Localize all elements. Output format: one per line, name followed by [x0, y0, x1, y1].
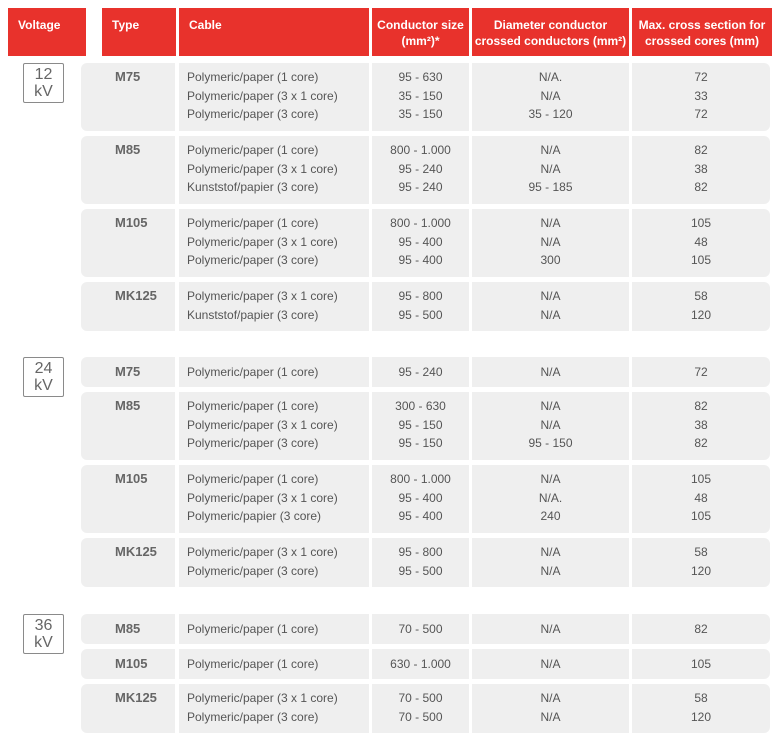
max-cross-cell-line: 105 [690, 657, 712, 671]
cable-cell-line: Polymeric/paper (3 x 1 core) [187, 691, 338, 705]
cable-cell [179, 649, 369, 679]
conductor-size-cell-line: 35 - 150 [398, 107, 443, 121]
max-cross-cell-line: 105 [690, 216, 712, 230]
type-cell: MK125 [81, 282, 175, 331]
conductor-size-cell-line: 95 - 150 [398, 436, 443, 450]
conductor-size-cell-line: 70 - 500 [398, 622, 443, 636]
conductor-size-cell-line: 70 - 500 [398, 691, 443, 705]
diameter-cell-line: N/A [540, 161, 561, 176]
max-cross-cell [632, 63, 770, 131]
table-row [0, 649, 783, 679]
diameter-cell-line: N/A [540, 472, 561, 486]
diameter-cell-line: 95 - 150 [528, 436, 573, 450]
conductor-size-cell [372, 614, 469, 644]
conductor-size-cell-line: 95 - 240 [398, 161, 443, 176]
header-diameter [472, 8, 629, 56]
conductor-size-cell [372, 63, 469, 131]
max-cross-cell-line: 82 [694, 143, 708, 157]
header-diameter-line-1: Diameter conductor [493, 18, 608, 32]
max-cross-cell [632, 614, 770, 644]
max-cross-cell-line: 58 [694, 545, 708, 559]
conductor-size-cell-line: 35 - 150 [398, 88, 443, 103]
diameter-cell-line: N/A [540, 545, 561, 559]
max-cross-cell-line: 82 [694, 622, 708, 636]
diameter-cell [472, 614, 629, 644]
header-conductor-size [372, 8, 469, 56]
diameter-cell-line: N/A [540, 622, 561, 636]
max-cross-cell-line: 82 [694, 399, 708, 413]
header-max-cross-line-2: crossed cores (mm) [644, 34, 760, 48]
max-cross-cell [632, 392, 770, 460]
cable-cell-line: Polymeric/paper (3 core) [187, 107, 319, 121]
table-row [0, 63, 783, 131]
header-cable: Cable [179, 8, 369, 56]
diameter-cell [472, 538, 629, 587]
max-cross-cell-line: 58 [694, 289, 708, 303]
max-cross-cell-line: 48 [694, 234, 708, 249]
max-cross-cell-line: 120 [690, 307, 712, 322]
max-cross-cell [632, 538, 770, 587]
cable-cell-line: Polymeric/papier (3 core) [187, 509, 322, 523]
conductor-size-cell-line: 95 - 630 [398, 70, 443, 84]
diameter-cell-line: N/A [540, 365, 561, 379]
table-row [0, 357, 783, 387]
header-type: Type [102, 8, 176, 56]
voltage-badge-text: kV [34, 634, 53, 651]
cable-cell [179, 63, 369, 131]
cable-cell [179, 684, 369, 733]
diameter-cell-line: N/A [540, 563, 561, 578]
cable-cell-line: Kunststof/papier (3 core) [187, 307, 319, 322]
table-row [0, 614, 783, 644]
cable-cell [179, 614, 369, 644]
type-cell: M75 [81, 357, 175, 387]
cable-cell-line: Polymeric/paper (1 core) [187, 70, 319, 84]
diameter-cell-line: 95 - 185 [528, 180, 573, 194]
diameter-cell [472, 392, 629, 460]
diameter-cell [472, 209, 629, 277]
diameter-cell-line: N/A [540, 88, 561, 103]
voltage-badge-text: 36 [34, 617, 53, 634]
table-row [0, 684, 783, 733]
cable-cell-line: Polymeric/paper (1 core) [187, 143, 319, 157]
type-cell: M105 [81, 649, 175, 679]
diameter-cell [472, 649, 629, 679]
max-cross-cell-line: 120 [690, 563, 712, 578]
cable-cell-line: Polymeric/paper (3 x 1 core) [187, 490, 338, 505]
max-cross-cell-line: 72 [694, 70, 708, 84]
voltage-badge-text: 24 [34, 360, 53, 377]
max-cross-cell [632, 684, 770, 733]
table-row [0, 282, 783, 331]
max-cross-cell-line: 120 [690, 709, 712, 724]
conductor-size-cell-line: 800 - 1.000 [390, 216, 451, 230]
conductor-size-cell [372, 392, 469, 460]
cable-cell-line: Polymeric/paper (1 core) [187, 622, 319, 636]
cable-cell-line: Polymeric/paper (3 x 1 core) [187, 289, 338, 303]
conductor-size-cell-line: 95 - 400 [398, 234, 443, 249]
conductor-size-cell [372, 282, 469, 331]
diameter-cell-line: N/A. [538, 490, 563, 505]
cable-cell-line: Polymeric/paper (3 core) [187, 436, 319, 450]
voltage-badge-text: 12 [34, 66, 53, 83]
max-cross-cell-line: 82 [694, 436, 708, 450]
conductor-size-cell [372, 684, 469, 733]
diameter-cell-line: N/A [540, 307, 561, 322]
cable-cell-line: Polymeric/paper (3 x 1 core) [187, 234, 338, 249]
cable-cell [179, 282, 369, 331]
type-cell: M75 [81, 63, 175, 131]
cable-cell [179, 392, 369, 460]
max-cross-cell-line: 72 [694, 365, 708, 379]
max-cross-cell-line: 38 [694, 161, 708, 176]
cable-cell-line: Polymeric/paper (3 x 1 core) [187, 88, 338, 103]
cable-cell-line: Polymeric/paper (1 core) [187, 472, 319, 486]
diameter-cell-line: N/A [540, 289, 561, 303]
table-row [0, 392, 783, 460]
diameter-cell-line: N/A. [538, 70, 563, 84]
max-cross-cell [632, 465, 770, 533]
table-header [8, 8, 783, 56]
conductor-size-cell [372, 538, 469, 587]
diameter-cell [472, 282, 629, 331]
max-cross-cell [632, 649, 770, 679]
conductor-size-cell [372, 209, 469, 277]
cable-cell [179, 357, 369, 387]
diameter-cell [472, 465, 629, 533]
max-cross-cell [632, 136, 770, 204]
conductor-size-cell-line: 630 - 1.000 [390, 657, 451, 671]
max-cross-cell [632, 357, 770, 387]
type-cell: M85 [81, 136, 175, 204]
conductor-size-cell [372, 357, 469, 387]
diameter-cell-line: N/A [540, 657, 561, 671]
conductor-size-cell-line: 95 - 800 [398, 545, 443, 559]
max-cross-cell [632, 282, 770, 331]
type-cell: MK125 [81, 684, 175, 733]
header-diameter-line-2: crossed conductors (mm²) [474, 34, 627, 48]
cable-cell-line: Polymeric/paper (1 core) [187, 399, 319, 413]
conductor-size-cell-line: 95 - 400 [398, 509, 443, 523]
cable-cell-line: Kunststof/papier (3 core) [187, 180, 319, 194]
conductor-size-cell-line: 800 - 1.000 [390, 143, 451, 157]
header-max-cross-line-1: Max. cross section for [638, 18, 766, 32]
conductor-size-cell-line: 95 - 800 [398, 289, 443, 303]
cable-cell-line: Polymeric/paper (1 core) [187, 657, 319, 671]
cable-cell-line: Polymeric/paper (3 core) [187, 563, 319, 578]
diameter-cell-line: N/A [540, 399, 561, 413]
voltage-badge-text: kV [34, 377, 53, 394]
cable-cell [179, 209, 369, 277]
conductor-size-cell [372, 465, 469, 533]
diameter-cell-line: N/A [540, 709, 561, 724]
header-voltage: Voltage [8, 8, 86, 56]
conductor-size-cell [372, 649, 469, 679]
type-cell: M85 [81, 392, 175, 460]
conductor-size-cell-line: 800 - 1.000 [390, 472, 451, 486]
header-conductor-size-line-2: (mm²)* [401, 34, 440, 48]
max-cross-cell-line: 105 [690, 472, 712, 486]
type-cell: M85 [81, 614, 175, 644]
conductor-size-cell-line: 95 - 240 [398, 180, 443, 194]
cable-cell-line: Polymeric/paper (3 x 1 core) [187, 161, 338, 176]
cable-cell-line: Polymeric/paper (3 x 1 core) [187, 545, 338, 559]
conductor-size-cell-line: 95 - 500 [398, 307, 443, 322]
conductor-size-cell-line: 70 - 500 [398, 709, 443, 724]
table-row [0, 465, 783, 533]
diameter-cell-line: 35 - 120 [528, 107, 573, 121]
voltage-badge-text: kV [34, 83, 53, 100]
diameter-cell [472, 684, 629, 733]
cable-cell [179, 136, 369, 204]
header-conductor-size-line-1: Conductor size [377, 18, 464, 32]
diameter-cell [472, 136, 629, 204]
conductor-size-cell-line: 95 - 150 [398, 417, 443, 432]
diameter-cell-line: 300 [540, 253, 561, 267]
table-row [0, 538, 783, 587]
diameter-cell [472, 357, 629, 387]
max-cross-cell-line: 82 [694, 180, 708, 194]
max-cross-cell-line: 48 [694, 490, 708, 505]
conductor-size-cell-line: 95 - 240 [398, 365, 443, 379]
conductor-size-cell-line: 300 - 630 [395, 399, 446, 413]
max-cross-cell-line: 38 [694, 417, 708, 432]
cable-cell [179, 538, 369, 587]
conductor-size-cell-line: 95 - 500 [398, 563, 443, 578]
conductor-size-cell-line: 95 - 400 [398, 253, 443, 267]
max-cross-cell-line: 58 [694, 691, 708, 705]
diameter-cell-line: N/A [540, 234, 561, 249]
max-cross-cell-line: 72 [694, 107, 708, 121]
table-row [0, 136, 783, 204]
type-cell: MK125 [81, 538, 175, 587]
header-max-cross [632, 8, 772, 56]
max-cross-cell-line: 105 [690, 509, 712, 523]
cable-cell-line: Polymeric/paper (3 x 1 core) [187, 417, 338, 432]
diameter-cell-line: N/A [540, 417, 561, 432]
cable-cell-line: Polymeric/paper (3 core) [187, 709, 319, 724]
max-cross-cell-line: 33 [694, 88, 708, 103]
cable-cell [179, 465, 369, 533]
table-row [0, 209, 783, 277]
conductor-size-cell-line: 95 - 400 [398, 490, 443, 505]
cable-cell-line: Polymeric/paper (1 core) [187, 216, 319, 230]
conductor-size-cell [372, 136, 469, 204]
type-cell: M105 [81, 209, 175, 277]
max-cross-cell [632, 209, 770, 277]
diameter-cell-line: N/A [540, 143, 561, 157]
diameter-cell-line: 240 [540, 509, 561, 523]
diameter-cell-line: N/A [540, 691, 561, 705]
diameter-cell [472, 63, 629, 131]
max-cross-cell-line: 105 [690, 253, 712, 267]
diameter-cell-line: N/A [540, 216, 561, 230]
cable-cell-line: Polymeric/paper (1 core) [187, 365, 319, 379]
type-cell: M105 [81, 465, 175, 533]
cable-cell-line: Polymeric/paper (3 core) [187, 253, 319, 267]
